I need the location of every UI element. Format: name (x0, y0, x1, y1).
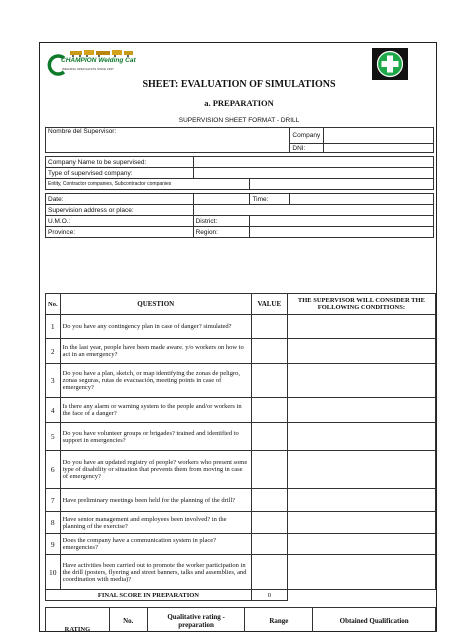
supervision-info-table (45, 127, 434, 238)
umo-label: U.M.O.: (46, 216, 194, 227)
value-cell[interactable] (251, 398, 287, 423)
district-label: District: (193, 216, 250, 227)
question-number: 1 (46, 315, 61, 339)
time-field[interactable] (290, 194, 434, 205)
question-number: 3 (46, 364, 61, 398)
logo-tagline: WELDING SPECIALISTS SINCE 1997 (62, 67, 114, 71)
company-type-field[interactable] (193, 168, 433, 179)
conditions-cell[interactable] (287, 339, 435, 364)
company-label: Company (290, 128, 324, 144)
value-cell[interactable] (251, 451, 287, 489)
value-cell[interactable] (251, 364, 287, 398)
question-row (46, 423, 436, 451)
evaluation-sheet (39, 42, 437, 632)
final-score-value: 0 (251, 590, 287, 601)
section-title: a. PREPARATION (204, 98, 274, 108)
company-name-label: Company Name to be supervised: (46, 157, 194, 168)
district-field[interactable] (250, 216, 434, 227)
question-text: In the last year, people have been made aware. y/o workers on how to act in an emergency? (60, 339, 251, 364)
conditions-cell[interactable] (287, 512, 435, 534)
question-row (46, 555, 436, 590)
conditions-header: THE SUPERVISOR WILL CONSIDER THE FOLLOWING CONDITIONS: (287, 294, 435, 315)
question-text: Does the company have a communication system in place? emergencies? (60, 534, 251, 555)
address-field[interactable] (193, 205, 433, 216)
company-type-label: Type of supervised company: (46, 168, 194, 179)
conditions-cell[interactable] (287, 423, 435, 451)
no-header: No. (46, 294, 61, 315)
empty-cell (287, 590, 435, 601)
question-text: Have preliminary meetings been held for the planning of the drill? (60, 489, 251, 512)
rating-table (45, 607, 436, 632)
final-score-row (46, 590, 436, 601)
question-row (46, 512, 436, 534)
value-header: VALUE (251, 294, 287, 315)
value-cell[interactable] (251, 489, 287, 512)
question-row (46, 364, 436, 398)
question-text: Do you have volunteer groups or brigades? trained and identified to support in emergencies? (60, 423, 251, 451)
value-cell[interactable] (251, 555, 287, 590)
conditions-cell[interactable] (287, 451, 435, 489)
rating-no-header: No. (109, 608, 147, 632)
question-text: Have activities been carried out to promote the worker participation in the drill (posters, flyering and street banners, talks and assemblies, and coordination with media)? (60, 555, 251, 590)
question-number: 8 (46, 512, 61, 534)
question-number: 4 (46, 398, 61, 423)
value-cell[interactable] (251, 339, 287, 364)
safety-cross-logo (372, 48, 408, 80)
conditions-cell[interactable] (287, 534, 435, 555)
entity-label: Entity, Contractor companies, Subcontractor companies (46, 179, 250, 190)
region-field[interactable] (250, 227, 434, 238)
question-row (46, 451, 436, 489)
company-field[interactable] (324, 128, 434, 144)
final-score-label: FINAL SCORE IN PREPARATION (46, 590, 252, 601)
conditions-cell[interactable] (287, 364, 435, 398)
champion-logo (46, 48, 136, 76)
question-number: 10 (46, 555, 61, 590)
logo-text: CHAMPION Welding Cat (61, 57, 136, 64)
question-number: 5 (46, 423, 61, 451)
dni-field[interactable] (324, 144, 434, 153)
question-text: Do you have any contingency plan in case of danger? simulated? (60, 315, 251, 339)
sheet-title: SHEET: EVALUATION OF SIMULATIONS (142, 79, 336, 90)
conditions-cell[interactable] (287, 555, 435, 590)
conditions-cell[interactable] (287, 398, 435, 423)
question-row (46, 534, 436, 555)
question-row (46, 489, 436, 512)
entity-field[interactable] (250, 179, 434, 190)
address-label: Supervision address or place: (46, 205, 194, 216)
region-label: Region: (193, 227, 250, 238)
dni-label: DNI: (290, 144, 324, 153)
question-number: 2 (46, 339, 61, 364)
question-number: 6 (46, 451, 61, 489)
value-cell[interactable] (251, 534, 287, 555)
questions-table (45, 293, 436, 601)
value-cell[interactable] (251, 512, 287, 534)
supervisor-label: Nombre del Supervisor: (46, 128, 290, 153)
question-number: 7 (46, 489, 61, 512)
date-field[interactable] (193, 194, 250, 205)
qualitative-rating-header: Qualitative rating - preparation (147, 608, 245, 632)
trucks-icon (68, 48, 134, 57)
safety-cross-icon (376, 50, 404, 78)
value-cell[interactable] (251, 315, 287, 339)
question-row (46, 339, 436, 364)
question-row (46, 398, 436, 423)
obtained-qualification-header: Obtained Qualification (313, 608, 436, 632)
rating-label: RATING (46, 608, 110, 632)
conditions-cell[interactable] (287, 315, 435, 339)
conditions-cell[interactable] (287, 489, 435, 512)
range-header: Range (245, 608, 313, 632)
question-header: QUESTION (60, 294, 251, 315)
question-text: Is there any alarm or warning system to the people and/or workers in the face of a danger? (60, 398, 251, 423)
question-text: Have senior management and employees been involved? in the planning of the exercise? (60, 512, 251, 534)
question-number: 9 (46, 534, 61, 555)
question-text: Do you have a plan, sketch, or map identifying the zonas de peligro, zonas seguras, rutas de evacuación, meeting points in case of emergency? (60, 364, 251, 398)
date-label: Date: (46, 194, 194, 205)
question-row (46, 315, 436, 339)
value-cell[interactable] (251, 423, 287, 451)
question-text: Do you have an updated registry of people? workers who present some type of disability or situation that prevents them from moving in case of emergency? (60, 451, 251, 489)
format-subtitle: SUPERVISION SHEET FORMAT - DRILL (178, 117, 300, 124)
province-label: Province: (46, 227, 194, 238)
company-name-field[interactable] (193, 157, 433, 168)
time-label: Time: (250, 194, 290, 205)
